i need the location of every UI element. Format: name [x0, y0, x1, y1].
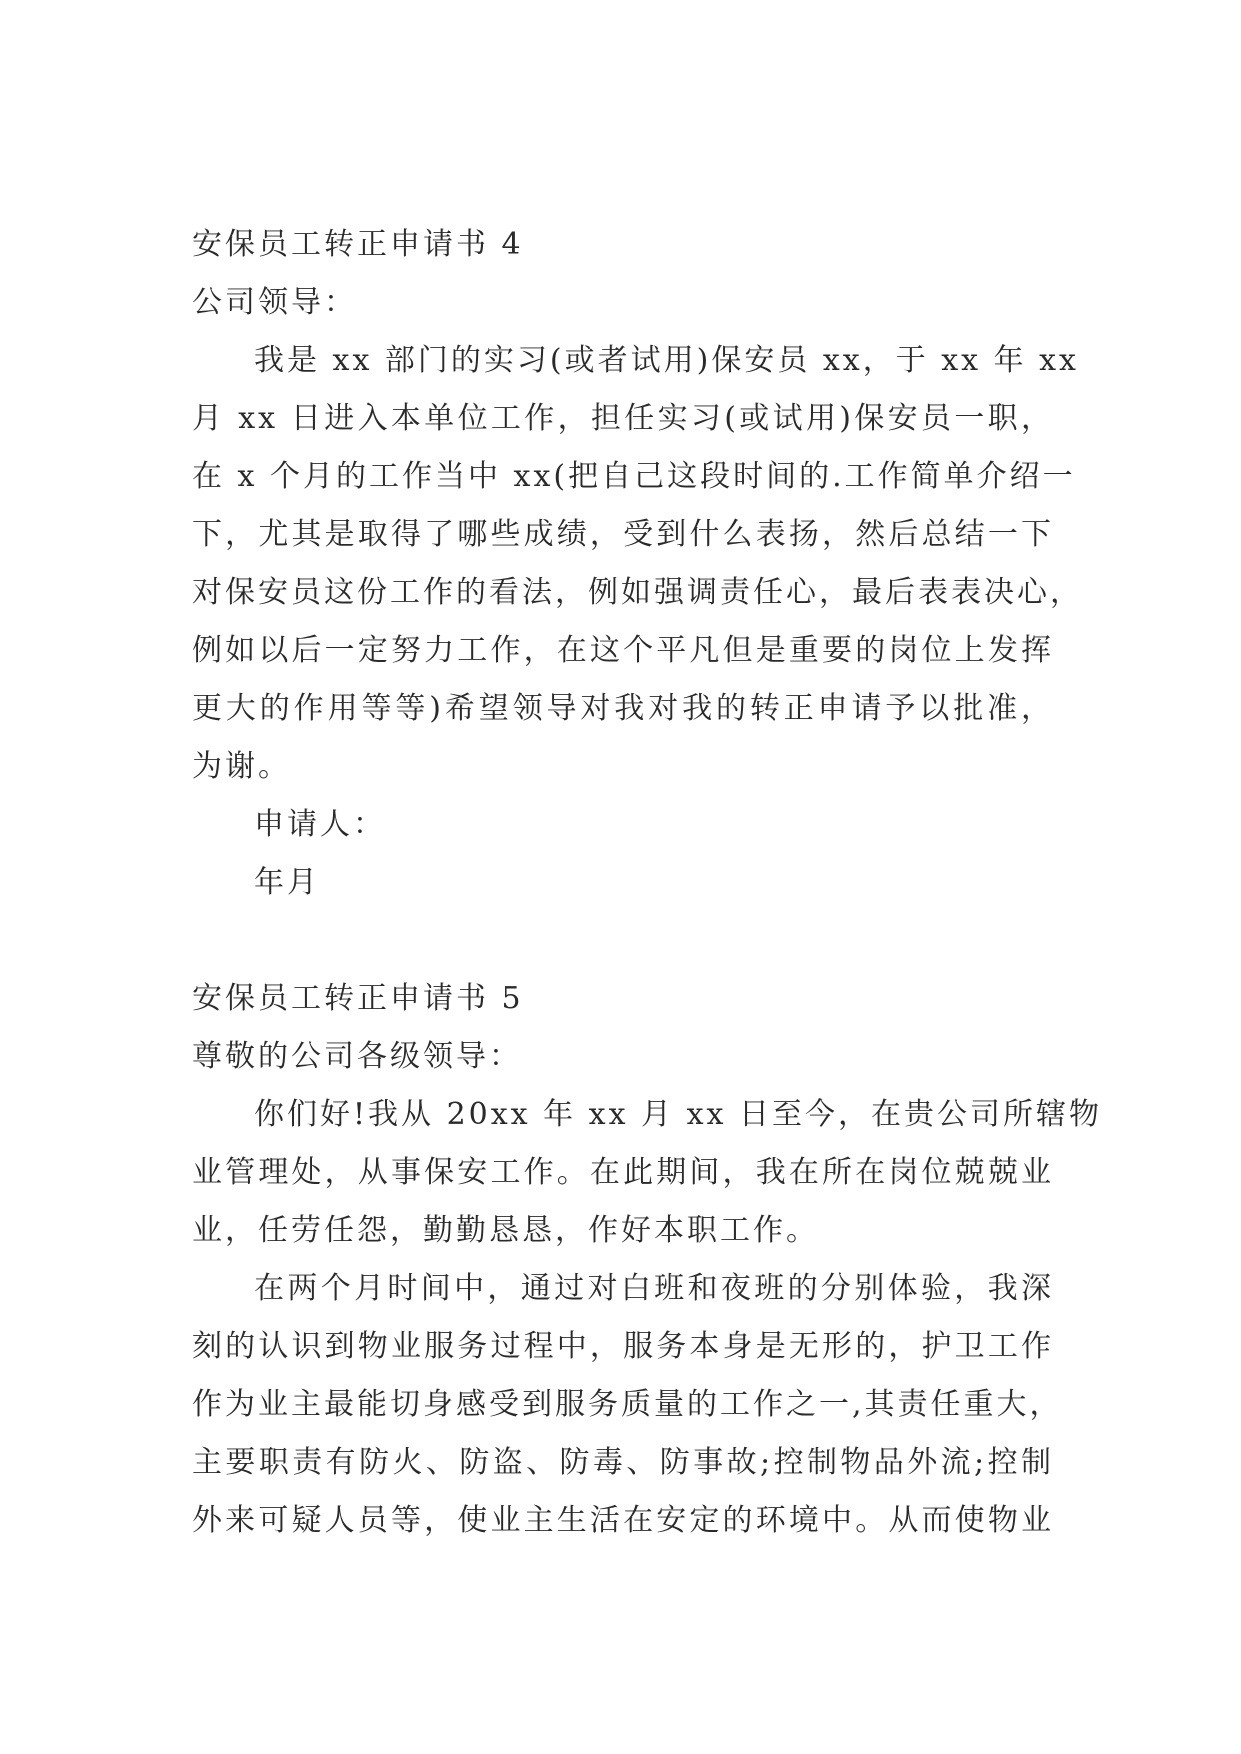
paragraph-line: 你们好!我从 20xx 年 xx 月 xx 日至今，在贵公司所辖物 [254, 1097, 1102, 1132]
section4-paragraph [192, 332, 1083, 796]
paragraph-line: 主要职责有防火、防盗、防毒、防事故;控制物品外流;控制 [192, 1445, 1054, 1480]
paragraph-line: 在 x 个月的工作当中 xx(把自己这段时间的.工作简单介绍一 [192, 459, 1076, 494]
paragraph-line: 下，尤其是取得了哪些成绩，受到什么表扬，然后总结一下 [192, 517, 1054, 552]
section4-title: 安保员工转正申请书 4 [192, 227, 524, 262]
date-label: 年月 [254, 865, 320, 900]
paragraph-line: 刻的认识到物业服务过程中，服务本身是无形的，护卫工作 [192, 1329, 1054, 1364]
paragraph-line: 为谢。 [192, 749, 291, 784]
paragraph-line: 作为业主最能切身感受到服务质量的工作之一,其责任重大， [192, 1387, 1063, 1422]
paragraph-line: 业，任劳任怨，勤勤恳恳，作好本职工作。 [192, 1213, 819, 1248]
section4-salutation: 公司领导： [192, 285, 357, 320]
paragraph-line: 在两个月时间中，通过对白班和夜班的分别体验，我深 [254, 1271, 1054, 1306]
paragraph-line: 月 xx 日进入本单位工作，担任实习(或试用)保安员一职， [192, 401, 1054, 436]
section5-salutation: 尊敬的公司各级领导： [192, 1039, 522, 1074]
document-body [192, 216, 1102, 1550]
section5-paragraph-2 [192, 1260, 1063, 1550]
section5-paragraph-1 [192, 1086, 1102, 1260]
paragraph-line: 外来可疑人员等，使业主生活在安定的环境中。从而使物业 [192, 1503, 1054, 1538]
paragraph-line: 例如以后一定努力工作，在这个平凡但是重要的岗位上发挥 [192, 633, 1054, 668]
section-spacer [192, 912, 1054, 970]
paragraph-line: 对保安员这份工作的看法，例如强调责任心，最后表表决心， [192, 575, 1083, 610]
paragraph-line: 更大的作用等等)希望领导对我对我的转正申请予以批准， [192, 691, 1054, 726]
paragraph-line: 业管理处，从事保安工作。在此期间，我在所在岗位兢兢业 [192, 1155, 1054, 1190]
applicant-label: 申请人： [254, 807, 386, 842]
paragraph-line: 我是 xx 部门的实习(或者试用)保安员 xx，于 xx 年 xx [254, 343, 1079, 378]
section5-title: 安保员工转正申请书 5 [192, 981, 524, 1016]
